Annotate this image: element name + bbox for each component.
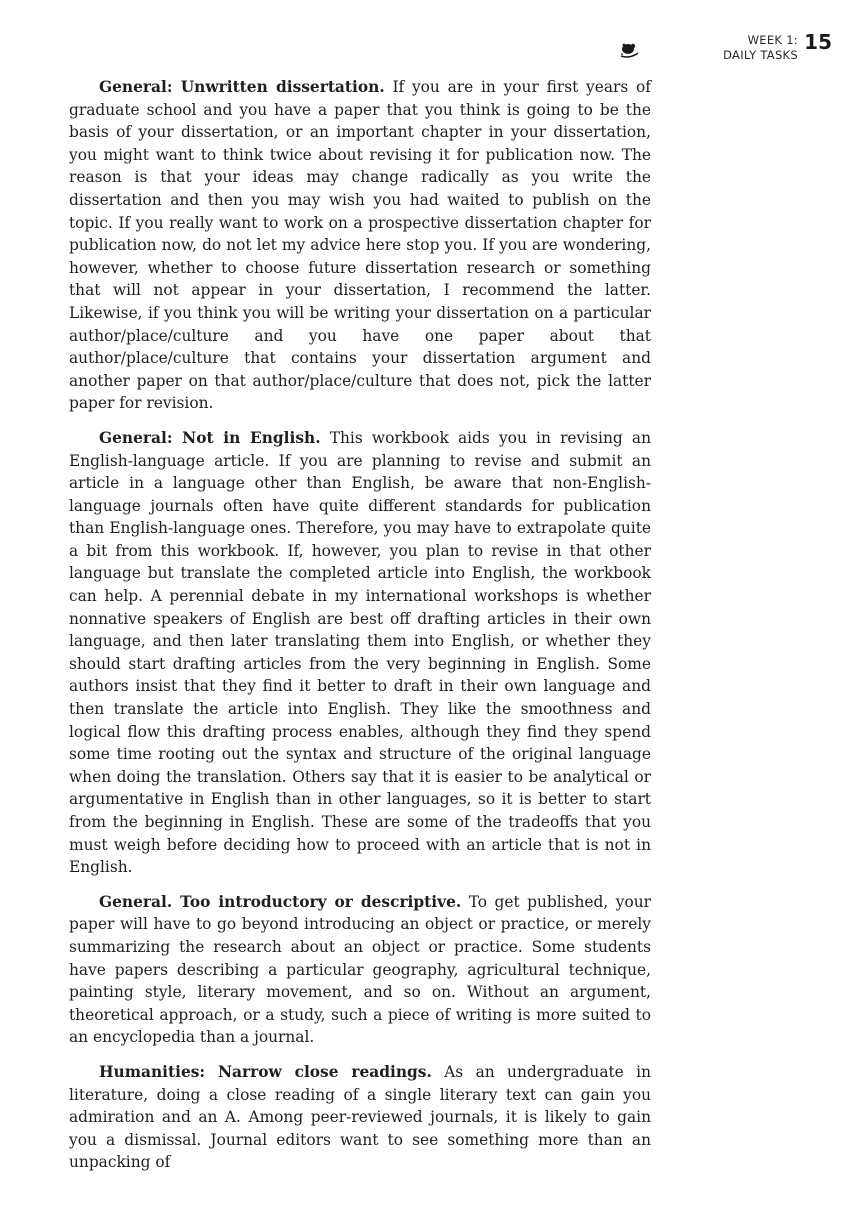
- paragraph-unwritten-dissertation: [69, 76, 651, 415]
- paragraph-text: This workbook aids you in revising an English-language article. If you are planning to revise and submit an article in a language other than English, be aware that non-English-language journals often have quite different standards for publication than English-language ones. Therefore, you may have to extrapolate quite a bit from this workbook. If, however, you plan to revise in that other language but translate the completed article into English, the workbook can help. A perennial debate in my international workshops is whether nonnative speakers of English are best off drafting articles in their own language, and then later translating them into English, or whether they should start drafting articles from the very beginning in English. Some authors insist that they find it better to draft in their own language and then translate the article into English. They like the smoothness and logical flow this drafting process enables, although they find they spend some time rooting out the syntax and structure of the original language when doing the translation. Others say that it is easier to be analytical or argumentative in English than in other languages, so it is better to start from the beginning in English. These are some of the tradeoffs that you must weigh before deciding how to proceed with an article that is not in English.: [69, 428, 652, 877]
- paragraph-lead: Humanities: Narrow close readings.: [99, 1062, 432, 1081]
- body-text: [69, 76, 651, 1186]
- paragraph-text: As an undergraduate in literature, doing a close reading of a single literary text can gain you admiration and an A. Among peer-reviewed journals, it is likely to gain you a dismissal. Journal editors want to see something more than an unpacking of: [69, 1062, 651, 1172]
- page-number: 15: [804, 30, 832, 54]
- running-head: [723, 33, 798, 63]
- paragraph-lead: General. Too introductory or descriptive.: [99, 892, 462, 911]
- paragraph-too-introductory: [69, 891, 651, 1049]
- paragraph-narrow-close-readings: [69, 1061, 651, 1174]
- running-head-section: DAILY TASKS: [723, 48, 798, 62]
- paragraph-text: If you are in your first years of graduate school and you have a paper that you think is going to be the basis of your dissertation, or an important chapter in your dissertation, you might want to think twice about revising it for publication now. The reason is that your ideas may change radically as you write the dissertation and then you may wish you had waited to publish on the topic. If you really want to work on a prospective dissertation chapter for publication now, do not let my advice here stop you. If you are wondering, however, whether to choose future dissertation research or something that will not appear in your dissertation, I recommend the latter. Likewise, if you think you will be writing your dissertation on a particular author/place/culture and you have one paper about that author/place/culture that contains your dissertation argument and another paper on that author/place/culture that does not, pick the latter paper for revision.: [69, 78, 651, 413]
- paragraph-lead: General: Unwritten dissertation.: [99, 78, 385, 96]
- paragraph-text: To get published, your paper will have to go beyond introducing an object or practice, or merely summarizing the research about an object or practice. Some students have papers describing a particular geography, agricultural technique, painting style, literary movement, and so on. Without an argument, theoretical approach, or a study, such a piece of writing is more suited to an encyclopedia than a journal.: [69, 892, 651, 1047]
- ink-blot-ornament-icon: [618, 40, 642, 60]
- paragraph-not-in-english: [69, 427, 651, 879]
- paragraph-lead: General: Not in English.: [99, 428, 321, 447]
- running-head-week: WEEK 1:: [747, 33, 798, 47]
